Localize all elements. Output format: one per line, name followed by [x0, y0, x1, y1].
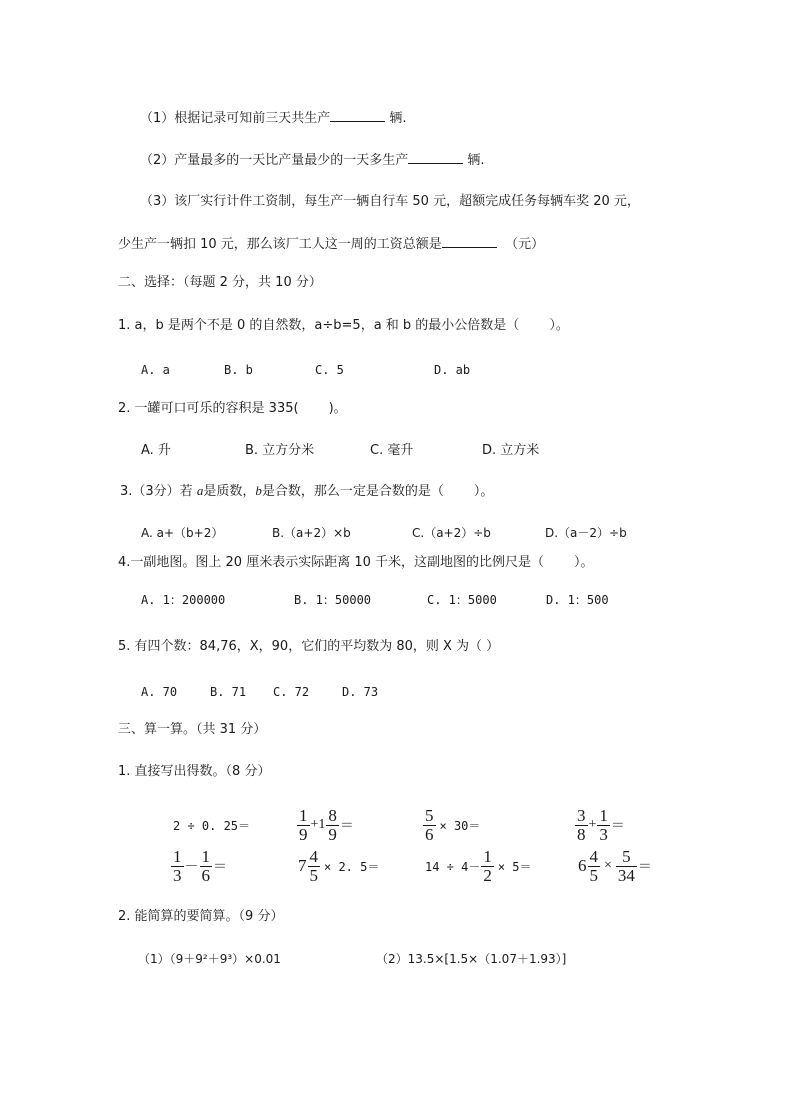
choice-q2-option-a[interactable]: A. 升 [141, 443, 171, 458]
expr-3: $\frac{5}{6}$ × 30＝ [425, 805, 481, 844]
simplify-problem-2: （2）13.5×[1.5×（1.07＋1.93）] [376, 952, 567, 966]
choice-q2-option-d[interactable]: D. 立方米 [482, 443, 540, 458]
fraction: $\frac{4}{5}$ [589, 846, 598, 885]
expr-6: 7 $\frac{4}{5}$ × 2. 5＝ [298, 846, 380, 885]
choice-q1-option-c[interactable]: C. 5 [315, 363, 344, 377]
choice-q3-option-b[interactable]: B.（a+2）×b [272, 526, 351, 540]
answer-blank-2[interactable] [408, 150, 463, 164]
answer-blank-1[interactable] [330, 108, 385, 122]
choice-q3-option-d[interactable]: D.（a－2）÷b [545, 526, 627, 540]
choice-q4-option-b[interactable]: B. 1：50000 [294, 593, 372, 607]
choice-q4-stem: 4.一副地图。图上 20 厘米表示实际距离 10 千米，这副地图的比例尺是（ ）。 [118, 555, 594, 570]
choice-q3-option-c[interactable]: C.（a+2）÷b [412, 526, 491, 540]
choice-q4-option-c[interactable]: C. 1：5000 [427, 593, 497, 607]
fraction: $\frac{1}{6}$ [201, 846, 210, 885]
choice-q5-option-a[interactable]: A. 70 [141, 685, 178, 699]
q3-line-1: （3）该厂实行计件工资制，每生产一辆自行车 50 元，超额完成任务每辆车奖 20 元， [140, 194, 640, 209]
q2-line: （2）产量最多的一天比产量最少的一天多生产 辆. [140, 150, 485, 170]
choice-q2-stem: 2. 一罐可口可乐的容积是 335( )。 [118, 401, 347, 416]
choice-q4-option-d[interactable]: D. 1：500 [546, 593, 609, 607]
section3-sub2-title: 2. 能简算的要简算。（9 分） [118, 909, 284, 924]
q3-line-2: 少生产一辆扣 10 元，那么该厂工人这一周的工资总额是 （元） [118, 234, 544, 254]
answer-blank-3[interactable] [442, 234, 497, 248]
choice-q1-option-d[interactable]: D. ab [434, 363, 471, 377]
fraction: $\frac{8}{9}$ [328, 805, 337, 844]
expr-5: $\frac{1}{3}$ － $\frac{1}{6}$ ＝ [173, 846, 227, 885]
expr-8: 6 $\frac{4}{5}$ × $\frac{5}{34}$ ＝ [578, 846, 652, 885]
choice-q5-option-d[interactable]: D. 73 [342, 685, 379, 699]
simplify-problem-1: （1）（9＋9²＋9³）×0.01 [138, 952, 281, 966]
fraction: $\frac{5}{6}$ [425, 805, 434, 844]
fraction: $\frac{1}{2}$ [483, 846, 492, 885]
choice-q5-option-c[interactable]: C. 72 [273, 685, 310, 699]
expr-7: 14 ÷ 4－ $\frac{1}{2}$ × 5＝ [425, 846, 532, 885]
q1-line: （1）根据记录可知前三天共生产 辆. [140, 108, 407, 128]
section2-heading: 二、选择：（每题 2 分，共 10 分） [118, 275, 322, 290]
choice-q1-option-b[interactable]: B. b [224, 363, 253, 377]
choice-q1-stem: 1. a，b 是两个不是 0 的自然数，a÷b=5，a 和 b 的最小公倍数是（ ）。 [118, 318, 569, 333]
section3-heading: 三、算一算。（共 31 分） [118, 722, 267, 737]
section3-sub1-title: 1. 直接写出得数。（8 分） [118, 764, 271, 779]
expr-1: 2 ÷ 0. 25＝ [173, 818, 251, 833]
choice-q2-option-b[interactable]: B. 立方分米 [245, 443, 315, 458]
fraction: $\frac{1}{3}$ [599, 805, 608, 844]
fraction: $\frac{1}{3}$ [173, 846, 182, 885]
fraction: $\frac{5}{34}$ [617, 846, 635, 885]
fraction: $\frac{3}{8}$ [577, 805, 586, 844]
fraction: $\frac{1}{9}$ [299, 805, 308, 844]
fraction: $\frac{4}{5}$ [309, 846, 318, 885]
choice-q5-option-b[interactable]: B. 71 [210, 685, 247, 699]
choice-q4-option-a[interactable]: A. 1：200000 [141, 593, 226, 607]
choice-q1-option-a[interactable]: A. a [141, 363, 170, 377]
expr-4: $\frac{3}{8}$ + $\frac{1}{3}$ ＝ [577, 805, 625, 844]
choice-q3-stem: 3.（3分）若 a是质数，b是合数，那么一定是合数的是（ ）。 [120, 483, 494, 499]
choice-q2-option-c[interactable]: C. 毫升 [370, 443, 414, 458]
expr-2: $\frac{1}{9}$ +1 $\frac{8}{9}$ ＝ [299, 805, 354, 844]
choice-q3-option-a[interactable]: A. a+（b+2） [141, 526, 224, 540]
choice-q5-stem: 5. 有四个数：84,76，X，90，它们的平均数为 80，则 X 为（ ） [118, 639, 500, 654]
